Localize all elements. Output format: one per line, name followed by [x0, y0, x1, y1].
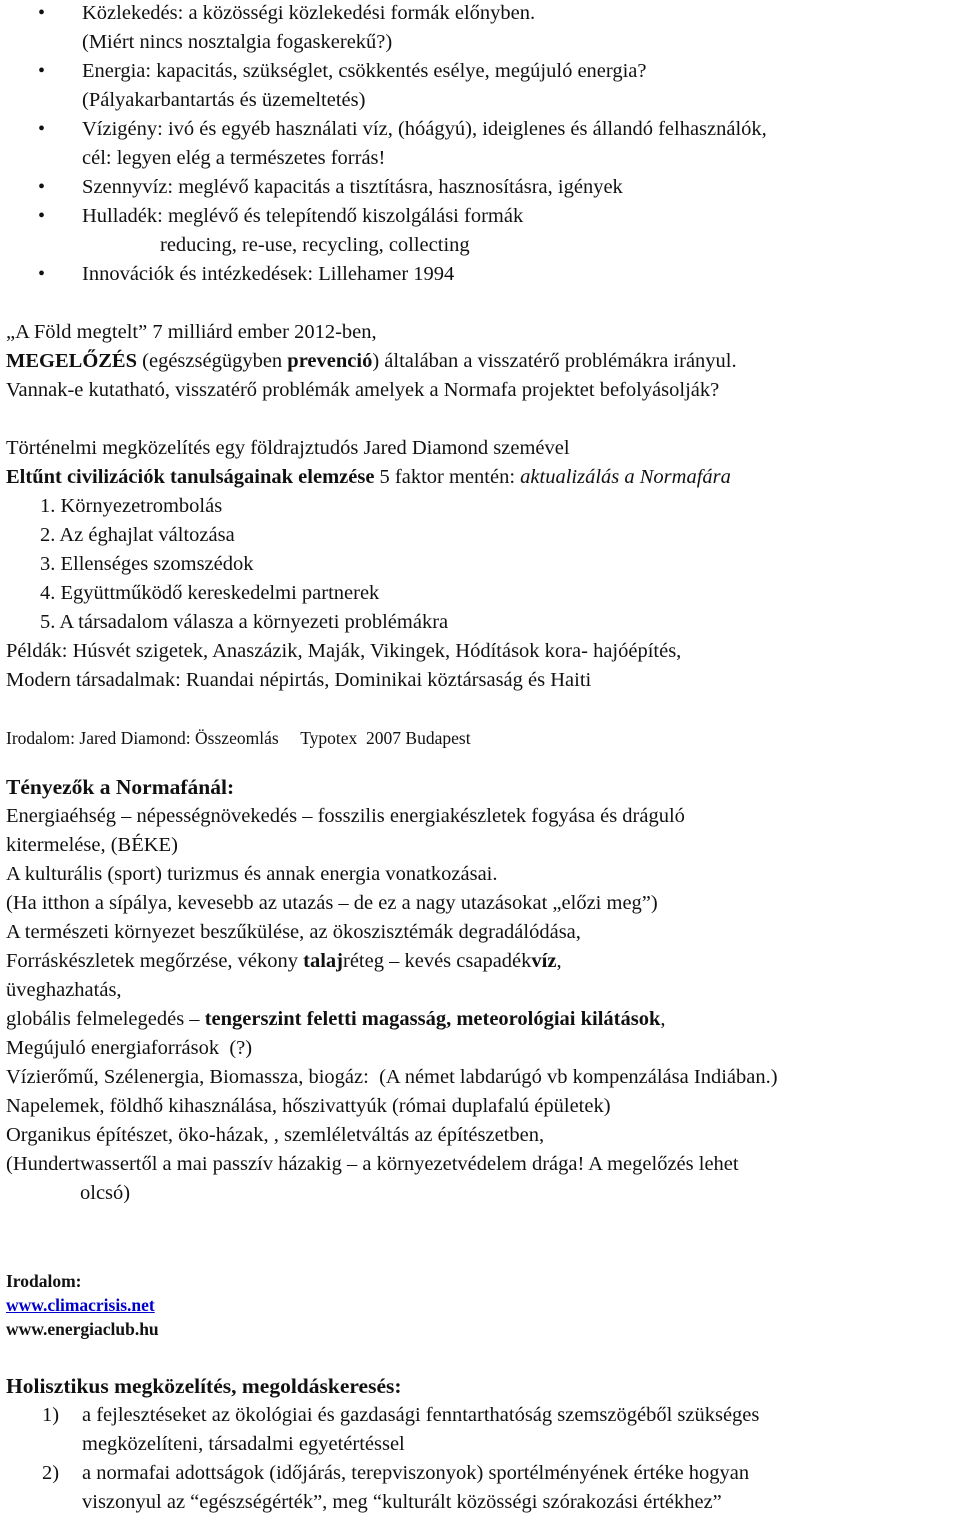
text-run: 5 faktor mentén:: [374, 466, 521, 488]
bullet-text: (Miért nincs nosztalgia fogaskerekű?): [82, 31, 393, 53]
bullet-text: cél: legyen elég a természetes forrás!: [82, 147, 386, 169]
emphasis-text: Eltűnt civilizációk tanulságainak elemzése: [6, 466, 375, 488]
paragraph-line: (Ha itthon a sípálya, kevesebb az utazás – de ez a nagy utazásokat „előzi meg”): [6, 892, 658, 914]
emphasis-text: prevenció: [287, 350, 373, 372]
bullet-text: Energia: kapacitás, szükséglet, csökkentés esélye, megújuló energia?: [82, 60, 647, 82]
bullet-text: Innovációk és intézkedések: Lillehamer 1994: [82, 263, 455, 285]
italic-text: aktualizálás a Normafára: [520, 466, 731, 488]
bullet-glyph: •: [38, 176, 46, 198]
bullet-text: Közlekedés: a közösségi közlekedési formák előnyben.: [82, 2, 536, 24]
bullet-glyph: •: [38, 263, 46, 285]
text-run: globális felmelegedés –: [6, 1008, 205, 1030]
paragraph-line: [6, 465, 731, 489]
bullet-text: (Pályakarbantartás és üzemeltetés): [82, 89, 366, 111]
bullet-glyph: •: [38, 205, 46, 227]
paragraph-line: Történelmi megközelítés egy földrajztudós Jared Diamond szemével: [6, 437, 570, 459]
literature-reference: Irodalom: Jared Diamond: Összeomlás Typotex 2007 Budapest: [6, 728, 471, 748]
literature-heading: Irodalom:: [6, 1271, 82, 1291]
bullet-text: Szennyvíz: meglévő kapacitás a tisztításra, hasznosításra, igények: [82, 176, 623, 198]
text-run: réteg – kevés csapadék: [343, 950, 532, 972]
numbered-item: 5. A társadalom válasza a környezeti problémákra: [40, 611, 449, 633]
list-item-text: viszonyul az “egészségérték”, meg “kulturált közösségi szórakozási értékhez”: [82, 1491, 722, 1513]
numbered-item: 4. Együttműködő kereskedelmi partnerek: [40, 582, 380, 604]
paragraph-line: Modern társadalmak: Ruandai népirtás, Dominikai köztársaság és Haiti: [6, 669, 592, 691]
paragraph-line: kitermelése, (BÉKE): [6, 834, 178, 856]
numbered-item: 2. Az éghajlat változása: [40, 524, 235, 546]
paragraph-line: A kulturális (sport) turizmus és annak energia vonatkozásai.: [6, 863, 498, 885]
paragraph-line: Energiaéhség – népességnövekedés – fosszilis energiakészletek fogyása és dráguló: [6, 805, 685, 827]
energiaclub-link: www.energiaclub.hu: [6, 1319, 159, 1339]
paragraph-line: Napelemek, földhő kihasználása, hőszivattyúk (római duplafalú épületek): [6, 1095, 611, 1117]
list-item-text: a fejlesztéseket az ökológiai és gazdasági fenntarthatóság szemszögéből szükséges: [82, 1404, 760, 1426]
paragraph-line: üveghazhatás,: [6, 979, 122, 1001]
text-run: (egészségügyben: [137, 350, 288, 372]
climacrisis-link[interactable]: www.climacrisis.net: [6, 1295, 155, 1315]
text-run: ) általában a visszatérő problémákra irányul.: [372, 350, 737, 372]
bullet-subtext: reducing, re-use, recycling, collecting: [160, 234, 470, 256]
paragraph-line: Vízierőmű, Szélenergia, Biomassza, biogáz: (A német labdarúgó vb kompenzálása Indiában.): [6, 1066, 778, 1088]
text-run: ,: [660, 1008, 666, 1030]
list-number: 2): [42, 1462, 60, 1484]
paragraph-line: Példák: Húsvét szigetek, Anaszázik, Maják, Vikingek, Hódítások kora- hajóépítés,: [6, 640, 682, 662]
text-run: Forráskészletek megőrzése, vékony: [6, 950, 304, 972]
paragraph-line: Organikus építészet, öko-házak, , szemléletváltás az építészetben,: [6, 1124, 545, 1146]
emphasis-text: tengerszint feletti magasság, meteorológiai kilátások: [204, 1008, 661, 1030]
emphasis-text: talaj: [303, 950, 343, 972]
paragraph-line: A természeti környezet beszűkülése, az ökoszisztémák degradálódása,: [6, 921, 581, 943]
bullet-text: Hulladék: meglévő és telepítendő kiszolgálási formák: [82, 205, 524, 227]
paragraph-line: [6, 1007, 665, 1031]
numbered-item: 3. Ellenséges szomszédok: [40, 553, 254, 575]
list-item-text: a normafai adottságok (időjárás, terepviszonyok) sportélményének értéke hogyan: [82, 1462, 750, 1484]
bullet-glyph: •: [38, 2, 46, 24]
list-item-text: megközelíteni, társadalmi egyetértéssel: [82, 1433, 405, 1455]
bullet-text: Vízigény: ivó és egyéb használati víz, (hóágyú), ideiglenes és állandó felhasználók,: [82, 118, 767, 140]
paragraph-line: Vannak-e kutatható, visszatérő problémák amelyek a Normafa projektet befolyásolják?: [6, 379, 720, 401]
emphasis-text: víz: [531, 950, 557, 972]
emphasis-text: MEGELŐZÉS: [6, 350, 138, 372]
paragraph-line: „A Föld megtelt” 7 milliárd ember 2012-ben,: [6, 321, 377, 343]
paragraph-line: [6, 349, 737, 373]
list-number: 1): [42, 1404, 60, 1426]
paragraph-line: Megújuló energiaforrások (?): [6, 1037, 253, 1059]
numbered-item: 1. Környezetrombolás: [40, 495, 223, 517]
bullet-glyph: •: [38, 60, 46, 82]
paragraph-line: (Hundertwassertől a mai passzív házakig – a környezetvédelem drága! A megelőzés lehet: [6, 1153, 739, 1175]
paragraph-line: [6, 949, 562, 973]
bullet-glyph: •: [38, 118, 46, 140]
section-heading: Holisztikus megközelítés, megoldáskeresés:: [6, 1374, 402, 1398]
section-heading: Tényezők a Normafánál:: [6, 775, 235, 799]
paragraph-line: olcsó): [80, 1182, 131, 1204]
text-run: ,: [556, 950, 562, 972]
